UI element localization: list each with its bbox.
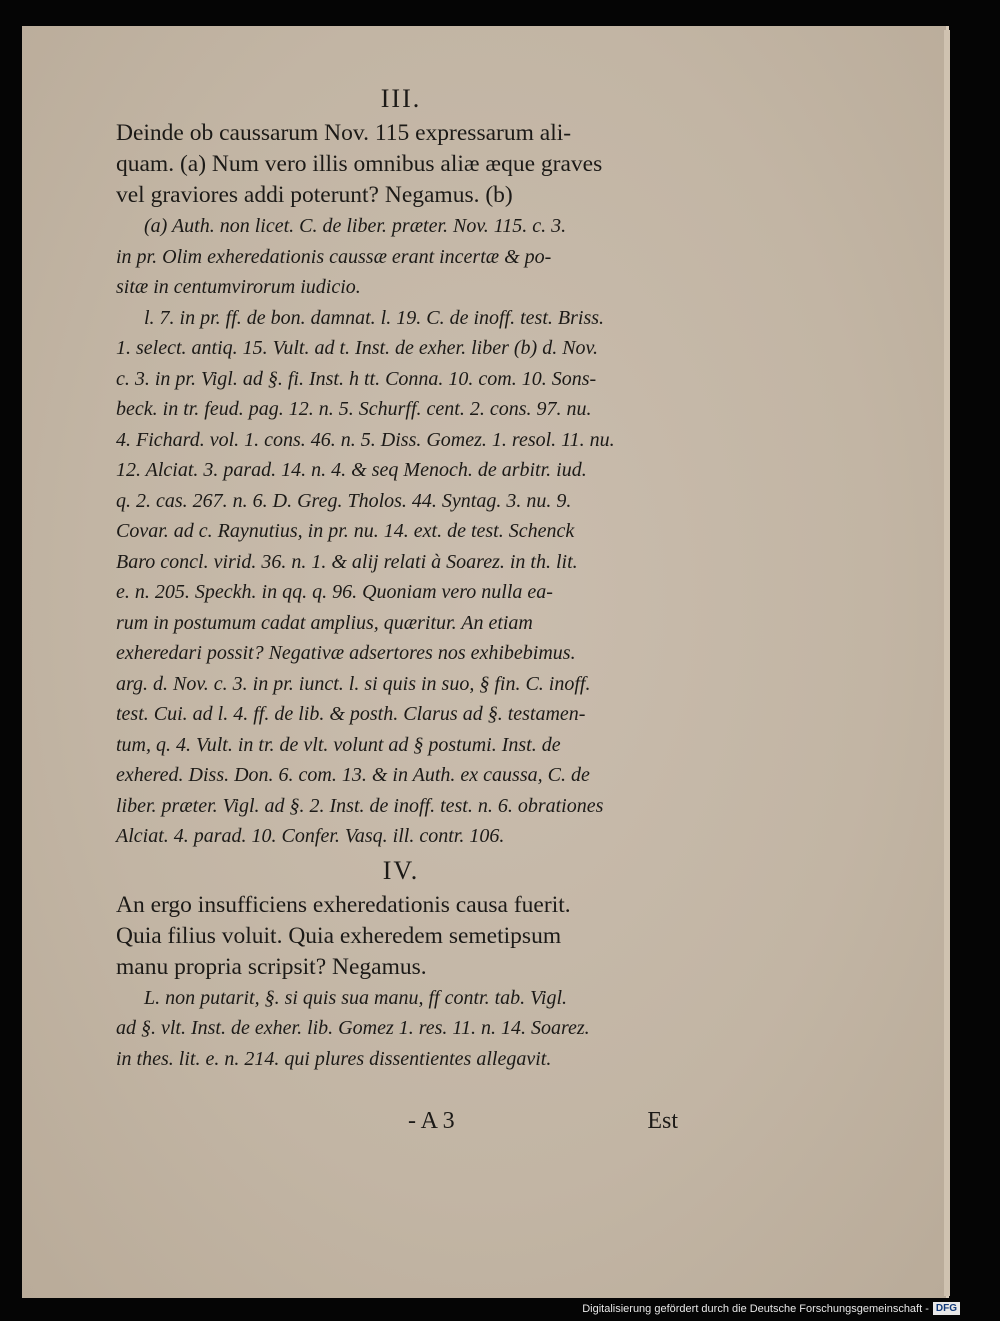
note-line: 1. select. antiq. 15. Vult. ad t. Inst. de exher. liber (b) d. Nov. — [116, 337, 598, 359]
body-line: quam. (a) Num vero illis omnibus aliæ æque graves — [116, 151, 603, 177]
signature-mark: - A 3 — [408, 1108, 455, 1134]
note-line: in pr. Olim exheredationis caussæ erant incertæ & po- — [116, 245, 552, 268]
note-line: exheredari possit? Negativæ adsertores nos exhibebimus. — [116, 642, 576, 664]
note-line: liber. præter. Vigl. ad §. 2. Inst. de inoff. test. n. 6. obrationes — [116, 794, 604, 817]
note-line: 12. Alciat. 3. parad. 14. n. 4. & seq Menoch. de arbitr. iud. — [116, 459, 587, 481]
note-line: l. 7. in pr. ff. de bon. damnat. l. 19. C. de inoff. test. Briss. — [144, 306, 605, 329]
digitization-credit — [582, 1302, 960, 1315]
note-line: Alciat. 4. parad. 10. Confer. Vasq. ill. contr. 106. — [116, 825, 505, 847]
catchword: Est — [647, 1108, 678, 1134]
body-line: Deinde ob caussarum Nov. 115 expressarum ali- — [116, 120, 572, 146]
page-text — [116, 84, 686, 1074]
page-footer — [408, 1108, 678, 1144]
note-line: beck. in tr. feud. pag. 12. n. 5. Schurff. cent. 2. cons. 97. nu. — [116, 398, 592, 420]
body-line: An ergo insufficiens exheredationis causa fuerit. — [116, 891, 571, 918]
page-edge — [944, 30, 950, 1296]
note-line: rum in postumum cadat amplius, quæritur. An etiam — [116, 611, 533, 634]
dfg-logo: DFG — [933, 1302, 960, 1315]
section-number-iv: IV. — [382, 855, 420, 885]
note-line: test. Cui. ad l. 4. ff. de lib. & posth. Clarus ad §. testamen- — [116, 703, 586, 725]
note-line: arg. d. Nov. c. 3. in pr. iunct. l. si quis in suo, § fin. C. inoff. — [116, 672, 591, 695]
note-line: in thes. lit. e. n. 214. qui plures dissentientes allegavit. — [116, 1047, 552, 1070]
body-line: Quia filius voluit. Quia exheredem semetipsum — [116, 922, 562, 949]
section-number-iii: III. — [380, 84, 422, 113]
note-line: Covar. ad c. Raynutius, in pr. nu. 14. ext. de test. Schenck — [116, 520, 575, 542]
note-line: sitæ in centumvirorum iudicio. — [116, 276, 361, 298]
note-line: (a) Auth. non licet. C. de liber. præter. Nov. 115. c. 3. — [144, 215, 567, 237]
section-iv-body — [116, 890, 686, 983]
note-line: exhered. Diss. Don. 6. com. 13. & in Auth. ex caussa, C. de — [116, 764, 590, 786]
section-iii-body — [116, 118, 686, 211]
note-line: 4. Fichard. vol. 1. cons. 46. n. 5. Diss. Gomez. 1. resol. 11. nu. — [116, 428, 615, 451]
note-line: tum, q. 4. Vult. in tr. de vlt. volunt ad § postumi. Inst. de — [116, 733, 561, 756]
body-line: vel graviores addi poterunt? Negamus. (b) — [116, 182, 513, 208]
note-line: Baro concl. virid. 36. n. 1. & alij relati à Soarez. in th. lit. — [116, 550, 578, 573]
note-line: ad §. vlt. Inst. de exher. lib. Gomez 1. res. 11. n. 14. Soarez. — [116, 1017, 590, 1039]
note-line: q. 2. cas. 267. n. 6. D. Greg. Tholos. 44. Syntag. 3. nu. 9. — [116, 489, 572, 512]
section-iii-notes — [116, 211, 686, 852]
note-line: L. non putarit, §. si quis sua manu, ff contr. tab. Vigl. — [144, 986, 567, 1009]
credit-text: Digitalisierung gefördert durch die Deutsche Forschungsgemeinschaft - — [582, 1302, 929, 1315]
section-iv-notes — [116, 983, 686, 1075]
note-line: c. 3. in pr. Vigl. ad §. fi. Inst. h tt. Conna. 10. com. 10. Sons- — [116, 367, 597, 390]
note-line: e. n. 205. Speckh. in qq. q. 96. Quoniam vero nulla ea- — [116, 581, 553, 603]
body-line: manu propria scripsit? Negamus. — [116, 953, 427, 980]
